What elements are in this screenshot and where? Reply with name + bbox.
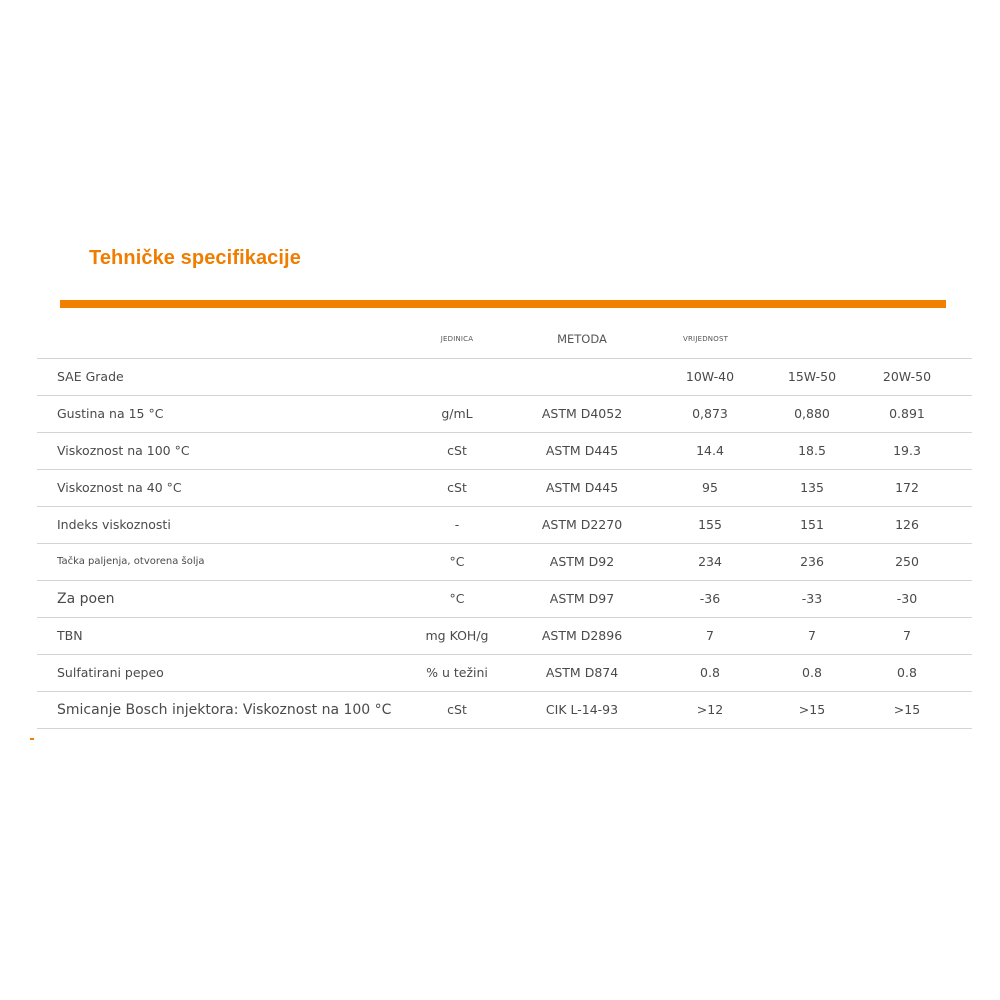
row-value-20w50: 0.8 [897,665,917,680]
row-value-10w40: 95 [702,480,718,495]
row-value-15w50: 18.5 [798,443,826,458]
row-value-20w50: >15 [893,702,921,717]
row-value-20w50: 126 [895,517,919,532]
row-unit: cSt [447,480,467,495]
row-value-10w40: 14.4 [696,443,724,458]
row-label: Sulfatirani pepeo [57,665,164,680]
row-value-15w50: 0.8 [802,665,822,680]
row-value-20w50: 20W-50 [882,369,932,384]
row-value-15w50: 0,880 [794,406,830,421]
header-value: VRIJEDNOST [683,335,729,343]
row-value-20w50: 172 [895,480,919,495]
table-header-row [37,322,972,359]
row-value-10w40: 155 [698,517,722,532]
header-method: METODA [557,332,607,346]
row-value-15w50: >15 [798,702,826,717]
table-row-density [37,396,972,433]
row-method: ASTM D97 [549,591,615,606]
header-unit: JEDINICA [440,335,474,343]
row-value-15w50: 7 [808,628,816,643]
row-value-10w40: >12 [696,702,724,717]
accent-divider-bar [60,300,946,308]
table-row-viscosity-40 [37,470,972,507]
row-value-15w50: 15W-50 [787,369,837,384]
page-title: Tehničke specifikacije [89,247,301,269]
table-row-sae-grade [37,359,972,396]
table-row-flash-point [37,544,972,581]
row-value-20w50: 0.891 [889,406,925,421]
row-value-20w50: 7 [903,628,911,643]
row-unit: °C [449,554,465,569]
row-unit: mg KOH/g [425,628,489,643]
row-value-15w50: 236 [800,554,824,569]
row-method: ASTM D2270 [541,517,623,532]
row-label: SAE Grade [57,369,124,384]
row-unit: cSt [447,443,467,458]
row-unit: cSt [447,702,467,717]
decorative-mark [30,738,34,740]
spec-table [37,322,972,729]
row-unit: °C [449,591,465,606]
row-value-20w50: 19.3 [893,443,921,458]
row-method: ASTM D874 [545,665,619,680]
row-value-10w40: -36 [699,591,721,606]
row-label: TBN [57,628,83,643]
table-row-viscosity-100 [37,433,972,470]
row-value-10w40: 234 [698,554,722,569]
row-value-20w50: -30 [896,591,918,606]
row-label: Viskoznost na 100 °C [57,443,190,458]
row-unit: - [454,517,460,532]
row-value-10w40: 0.8 [700,665,720,680]
row-value-10w40: 0,873 [692,406,728,421]
row-label: Gustina na 15 °C [57,406,164,421]
row-value-20w50: 250 [895,554,919,569]
row-method: ASTM D445 [545,480,619,495]
row-label: Smicanje Bosch injektora: Viskoznost na 100 °C [57,702,392,718]
row-unit: g/mL [441,406,473,421]
row-value-15w50: 135 [800,480,824,495]
row-value-15w50: 151 [800,517,824,532]
row-method: ASTM D445 [545,443,619,458]
row-unit: % u težini [426,665,488,680]
row-method: ASTM D92 [549,554,615,569]
row-unit [407,359,507,395]
row-value-15w50: -33 [801,591,823,606]
table-row-pour-point [37,581,972,618]
table-row-sulfated-ash [37,655,972,692]
row-label: Viskoznost na 40 °C [57,480,182,495]
row-label: Za poen [57,591,115,607]
row-value-10w40: 7 [706,628,714,643]
table-row-tbn [37,618,972,655]
row-method: CIK L-14-93 [545,702,619,717]
row-label: Tačka paljenja, otvorena šolja [57,556,205,567]
row-method: ASTM D4052 [541,406,623,421]
table-row-viscosity-index [37,507,972,544]
row-method [527,359,637,395]
row-method: ASTM D2896 [541,628,623,643]
row-label: Indeks viskoznosti [57,517,171,532]
table-row-bosch-shear [37,692,972,729]
row-value-10w40: 10W-40 [685,369,735,384]
